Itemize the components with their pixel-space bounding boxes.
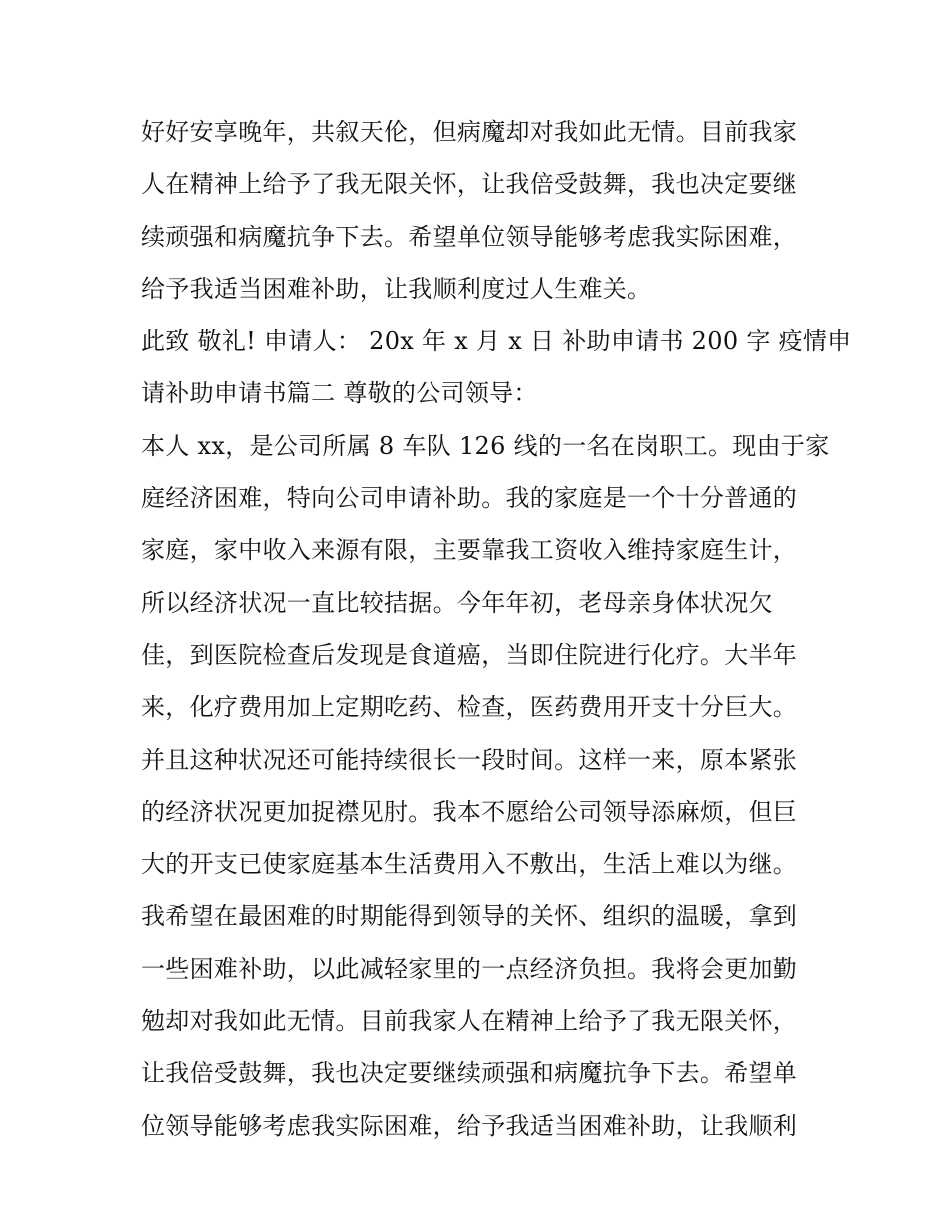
- text-line: 人在精神上给予了我无限关怀，让我倍受鼓舞，我也决定要继: [141, 170, 798, 199]
- text-line: 位领导能够考虑我实际困难，给予我适当困难补助，让我顺利: [141, 1111, 798, 1140]
- text-line: 所以经济状况一直比较拮据。今年年初，老母亲身体状况欠: [141, 588, 773, 617]
- text-line: 请补助申请书篇二 尊敬的公司领导：: [141, 379, 538, 408]
- text-line: 来，化疗费用加上定期吃药、检查，医药费用开支十分巨大。: [141, 693, 798, 722]
- text-line: 好好安享晚年，共叙天伦，但病魔却对我如此无情。目前我家: [141, 118, 798, 146]
- text-line: 勉却对我如此无情。目前我家人在精神上给予了我无限关怀，: [141, 1007, 798, 1036]
- text-line: 续顽强和病魔抗争下去。希望单位领导能够考虑我实际困难，: [141, 222, 798, 251]
- document-body: [141, 106, 852, 1152]
- text-line: 佳，到医院检查后发现是食道癌，当即住院进行化疗。大半年: [141, 640, 798, 669]
- text-line: 并且这种状况还可能持续很长一段时间。这样一来，原本紧张: [141, 745, 798, 774]
- text-line: 让我倍受鼓舞，我也决定要继续顽强和病魔抗争下去。希望单: [141, 1059, 798, 1088]
- text-line: 我希望在最困难的时期能得到领导的关怀、组织的温暖，拿到: [141, 902, 798, 931]
- text-line: 一些困难补助，以此减轻家里的一点经济负担。我将会更加勤: [141, 954, 798, 983]
- text-line: 此致 敬礼! 申请人： 20x 年 x 月 x 日 补助申请书 200 字 疫情申: [141, 327, 852, 356]
- text-line: 给予我适当困难补助，让我顺利度过人生难关。: [141, 274, 652, 303]
- text-line: 大的开支已使家庭基本生活费用入不敷出，生活上难以为继。: [141, 850, 798, 879]
- text-line: 本人 xx，是公司所属 8 车队 126 线的一名在岗职工。现由于家: [141, 431, 830, 460]
- text-line: 庭经济困难，特向公司申请补助。我的家庭是一个十分普通的: [141, 484, 798, 513]
- text-line: 的经济状况更加捉襟见肘。我本不愿给公司领导添麻烦，但巨: [141, 797, 798, 826]
- text-line: 家庭，家中收入来源有限，主要靠我工资收入维持家庭生计，: [141, 536, 798, 565]
